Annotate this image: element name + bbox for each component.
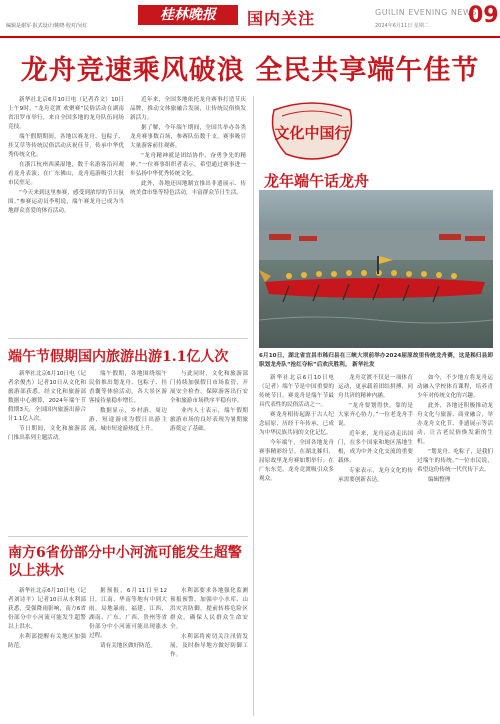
paragraph: 与此同时，文化和旅游部门持续加强假日市场监管，开展安全检查，保障游客出行安全和旅游市场秩序平稳有序。 xyxy=(170,371,248,404)
culture-emblem-icon xyxy=(264,100,360,162)
article-2-column-2 xyxy=(89,370,167,520)
issue-date: 2024年6月11日 星期二 xyxy=(375,23,429,29)
paragraph: 新华社北京6月10日电（记者乔文）10日上午9时，“龙舟竞渡 欢聚赛”民俗活动在湖南省汨罗市举行，来自全国多地的龙舟队伍同场竞技。 xyxy=(8,97,124,130)
paragraph: 水利部要求各地强化监测预报预警，加强中小水库、山洪灾害防御，提前转移危险区群众，确保人民群众生命安全。 xyxy=(170,588,248,630)
editor-credits: 编辑是谢军·报式设计/姚晓·校对/吴红 xyxy=(6,23,88,29)
paragraph: 此外，各地还因地制宜推出非遗展示、传统美食市集等特色活动，丰富群众节日生活。 xyxy=(130,181,246,196)
article-3-headline: 南方6省份部分中小河流可能发生超警以上洪水 xyxy=(8,545,242,579)
feature-column-1 xyxy=(259,374,334,719)
paragraph: 在浙江杭州西溪湿地，数千名游客沿河观看龙舟表演；在广东佛山，龙舟巡游吸引大批市民驻足。 xyxy=(8,162,124,186)
main-headline: 龙舟竞速乘风破浪 全民共享端午佳节 xyxy=(20,55,480,86)
paragraph: “划龙舟、吃粽子，是我们过端午的传统。”一位市民说，希望这份传统一代代传下去。 xyxy=(417,449,493,473)
paragraph: 龙舟竞渡不仅是一项体育运动，更承载着团结拼搏、同舟共济的精神内涵。 xyxy=(338,375,413,399)
page-number: 09 xyxy=(468,3,499,28)
paragraph: 端午假期，各地围绕端午民俗推出划龙舟、包粽子、挂香囊等体验活动。各大景区游客接待量稳步增长。 xyxy=(89,371,167,404)
paragraph: “龙舟精神就是团结协作、奋勇争先的精神。”一位赛事组织者表示，希望通过赛事进一步弘扬中华优秀传统文化。 xyxy=(130,153,246,177)
paragraph: 如今，不少地方将龙舟运动融入学校体育课程，培养青少年对传统文化的兴趣。 xyxy=(417,375,493,399)
paragraph: 今年端午，全国各地龙舟赛事精彩纷呈。在湖北秭归，屈原故里龙舟赛如期举行；在广东东莞，龙舟竞渡吸引众多观众。 xyxy=(259,440,334,482)
paragraph: 水利部将密切关注汛情发展，及时指导地方做好防御工作。 xyxy=(170,634,248,658)
dragon-boat-photo xyxy=(259,190,493,348)
feature-column-2 xyxy=(338,374,413,719)
column-divider xyxy=(253,96,254,716)
newspaper-logo: 桂林晚报 xyxy=(138,5,238,25)
article-3-column-1 xyxy=(8,587,86,717)
paragraph: 新华社北京6月10日电（记者余俊杰）记者10日从文化和旅游部获悉，经文化和旅游部数据中心测算，2024年端午节假期3天，全国国内旅游出游合计1.1亿人次。 xyxy=(8,371,86,422)
paragraph: 编辑整理 xyxy=(428,477,451,483)
paragraph: 请有关地区做好防范。 xyxy=(100,643,156,649)
paragraph: 节日期间，文化和旅游部门推出系列主题活动。 xyxy=(8,426,86,441)
paper-english-name: GUILIN EVENING NEWS xyxy=(375,8,477,17)
paragraph: 近年来，龙舟运动走出国门，在多个国家和地区落地生根，成为中外文化交流的重要载体。 xyxy=(338,431,413,464)
feature-title: 龙年端午话龙舟 xyxy=(264,172,370,190)
paragraph: 新华社北京6月10日电（记者刘诗平）记者10日从水利部获悉，受强降雨影响，南方6省份部分中小河流可能发生超警以上洪水。 xyxy=(8,588,86,630)
paragraph: 据了解，今年端午期间，全国共举办各类龙舟赛事数百场，参赛队伍数千支，赛事吸引大量游客前往观赛。 xyxy=(130,125,246,149)
dragon-boat-image xyxy=(259,190,493,348)
culture-china-logo xyxy=(264,100,360,162)
paragraph: “龙舟要划得快，靠的是大家齐心协力。”一位老龙舟手说。 xyxy=(338,403,413,427)
paragraph: 据预报，6月11日至12日，江南、华南等地有中到大雨，局地暴雨，福建、江西、湖南、广东、广西、贵州等省份部分中小河流可能出现涨水过程。 xyxy=(89,588,167,639)
article-1-column-1 xyxy=(8,96,124,330)
divider xyxy=(8,338,248,339)
photo-caption: 6月10日，湖北省宜昌市秭归县在三峡大坝前举办2024屈原故里传统龙舟赛，这是秭归县卸职划龙舟队“抢红夺标”后欢庆胜利。 新华社发 xyxy=(259,353,493,368)
paragraph: 数据显示，乡村游、周边游、短途游成为假日出游主流，城市短途游热度上升。 xyxy=(89,408,167,432)
paragraph: 业内人士表示，端午假期旅游市场的良好表现为暑期旅游奠定了基础。 xyxy=(170,408,248,432)
article-3-column-2 xyxy=(89,587,167,717)
paragraph: 此外，各地还积极推动龙舟文化与旅游、商业融合，举办龙舟文化节、非遗展示等活动，让古老民俗焕发新的生机。 xyxy=(417,403,493,445)
article-1-column-2 xyxy=(130,96,246,330)
article-3-column-3 xyxy=(170,587,248,717)
feature-column-3 xyxy=(417,374,493,719)
paragraph: “今天来到这里参赛，感受到浓厚的节日氛围。”参赛运动员李明说，端午赛龙舟已成为当地群众喜爱的体育活动。 xyxy=(8,190,124,214)
paragraph: 新华社北京6月10日电（记者）端午节是中国重要的传统节日，赛龙舟是端午节最具代表性的民俗活动之一。 xyxy=(259,375,334,408)
masthead xyxy=(0,0,500,38)
paragraph: 赛龙舟相传起源于古人纪念屈原，历经千年传承，已成为中华民族共同的文化记忆。 xyxy=(259,412,334,436)
paragraph: 水利部提醒有关地区加强防范。 xyxy=(8,634,86,649)
paragraph: 端午假期期间，各地以赛龙舟、包粽子、挂艾草等传统民俗活动庆祝佳节，传承中华优秀传统文化。 xyxy=(8,134,124,158)
paragraph: 近年来，全国多地依托龙舟赛事打造节庆品牌，推动文体旅融合发展，让传统民俗焕发新活力。 xyxy=(130,97,246,121)
feature-logo-text: 文化中国行 xyxy=(274,124,350,142)
article-2-column-1 xyxy=(8,370,86,520)
divider xyxy=(8,536,248,537)
article-2-column-3 xyxy=(170,370,248,520)
section-title: 国内关注 xyxy=(247,9,316,28)
paragraph: 专家表示，龙舟文化的传承需要创新表达。 xyxy=(338,468,413,483)
article-2-headline: 端午节假期国内旅游出游1.1亿人次 xyxy=(8,349,229,365)
